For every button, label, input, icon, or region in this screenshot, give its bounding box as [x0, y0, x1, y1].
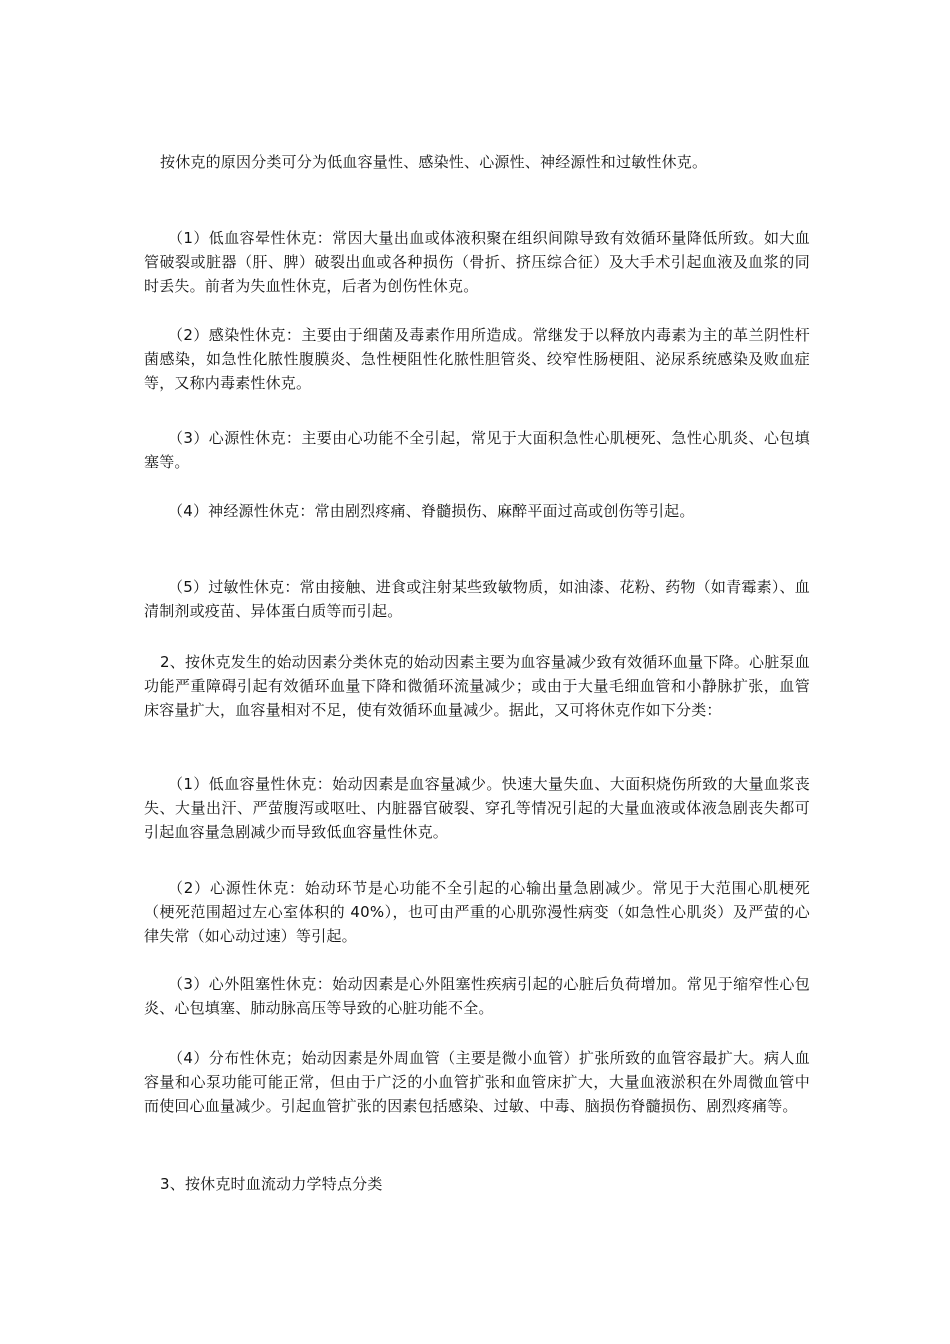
paragraph-obstructive: （3）心外阻塞性休克：始动因素是心外阻塞性疾病引起的心脏后负荷增加。常见于缩窄性心包炎、心包填塞、肺动脉高压等导致的心脏功能不全。 [144, 975, 810, 1017]
paragraph-section-2: 2、按休克发生的始动因素分类休克的始动因素主要为血容量减少致有效循环血量下降。心脏泵血功能严重障碍引起有效循环血量下降和微循环流量减少；或由于大量毛细血管和小静脉扩张，血管床容量扩大，血容量相对不足，使有效循环血量减少。据此，又可将休克作如下分类： [144, 653, 810, 719]
paragraph-hypovolemic: （1）低血容晕性休克：常因大量出血或体液积聚在组织间隙导致有效循环量降低所致。如大血管破裂或脏器（肝、脾）破裂出血或各种损伤（骨折、挤压综合征）及大手术引起血液及血浆的同时丢失。前者为失血性休克，后者为创伤性休克。 [144, 229, 810, 295]
paragraph-low-volume: （1）低血容量性休克：始动因素是血容量减少。快速大量失血、大面积烧伤所致的大量血浆丧失、大量出汗、严萤腹泻或呕吐、内脏器官破裂、穿孔等情况引起的大量血液或体液急剧丧失都可引起血容量急剧减少而导致低血容量性休克。 [144, 775, 810, 841]
paragraph-distributive: （4）分布性休克；始动因素是外周血管（主要是微小血管）扩张所致的血管容最扩大。病人血容量和心泵功能可能正常，但由于广泛的小血管扩张和血管床扩大，大量血液淤积在外周微血管中而使回心血量减少。引起血管扩张的因素包括感染、过敏、中毒、脑损伤脊髓损伤、剧烈疼痛等。 [144, 1049, 810, 1115]
paragraph-intro: 按休克的原因分类可分为低血容量性、感染性、心源性、神经源性和过敏性休克。 [160, 153, 708, 171]
paragraph-cardiogenic-2: （2）心源性休克：始动环节是心功能不全引起的心输出量急剧减少。常见于大范围心肌梗死（梗死范围超过左心室体积的 40%），也可由严重的心肌弥漫性病变（如急性心肌炎）及严萤的心律失常（如心动过速）等引起。 [144, 879, 810, 945]
paragraph-neurogenic: （4）神经源性休克：常由剧烈疼痛、脊髓损伤、麻醉平面过高或创伤等引起。 [168, 502, 695, 520]
paragraph-septic: （2）感染性休克：主要由于细菌及毒素作用所造成。常继发于以释放内毒素为主的革兰阴性杆菌感染，如急性化脓性腹膜炎、急性梗阻性化脓性胆管炎、绞窄性肠梗阻、泌尿系统感染及败血症等，又称内毒素性休克。 [144, 326, 810, 392]
paragraph-section-3: 3、按休克时血流动力学特点分类 [160, 1175, 383, 1193]
paragraph-anaphylactic: （5）过敏性休克：常由接触、进食或注射某些致敏物质，如油漆、花粉、药物（如青霉素）、血清制剂或疫苗、异体蛋白质等而引起。 [144, 578, 810, 620]
paragraph-cardiogenic: （3）心源性休克：主要由心功能不全引起，常见于大面积急性心肌梗死、急性心肌炎、心包填塞等。 [144, 429, 810, 471]
